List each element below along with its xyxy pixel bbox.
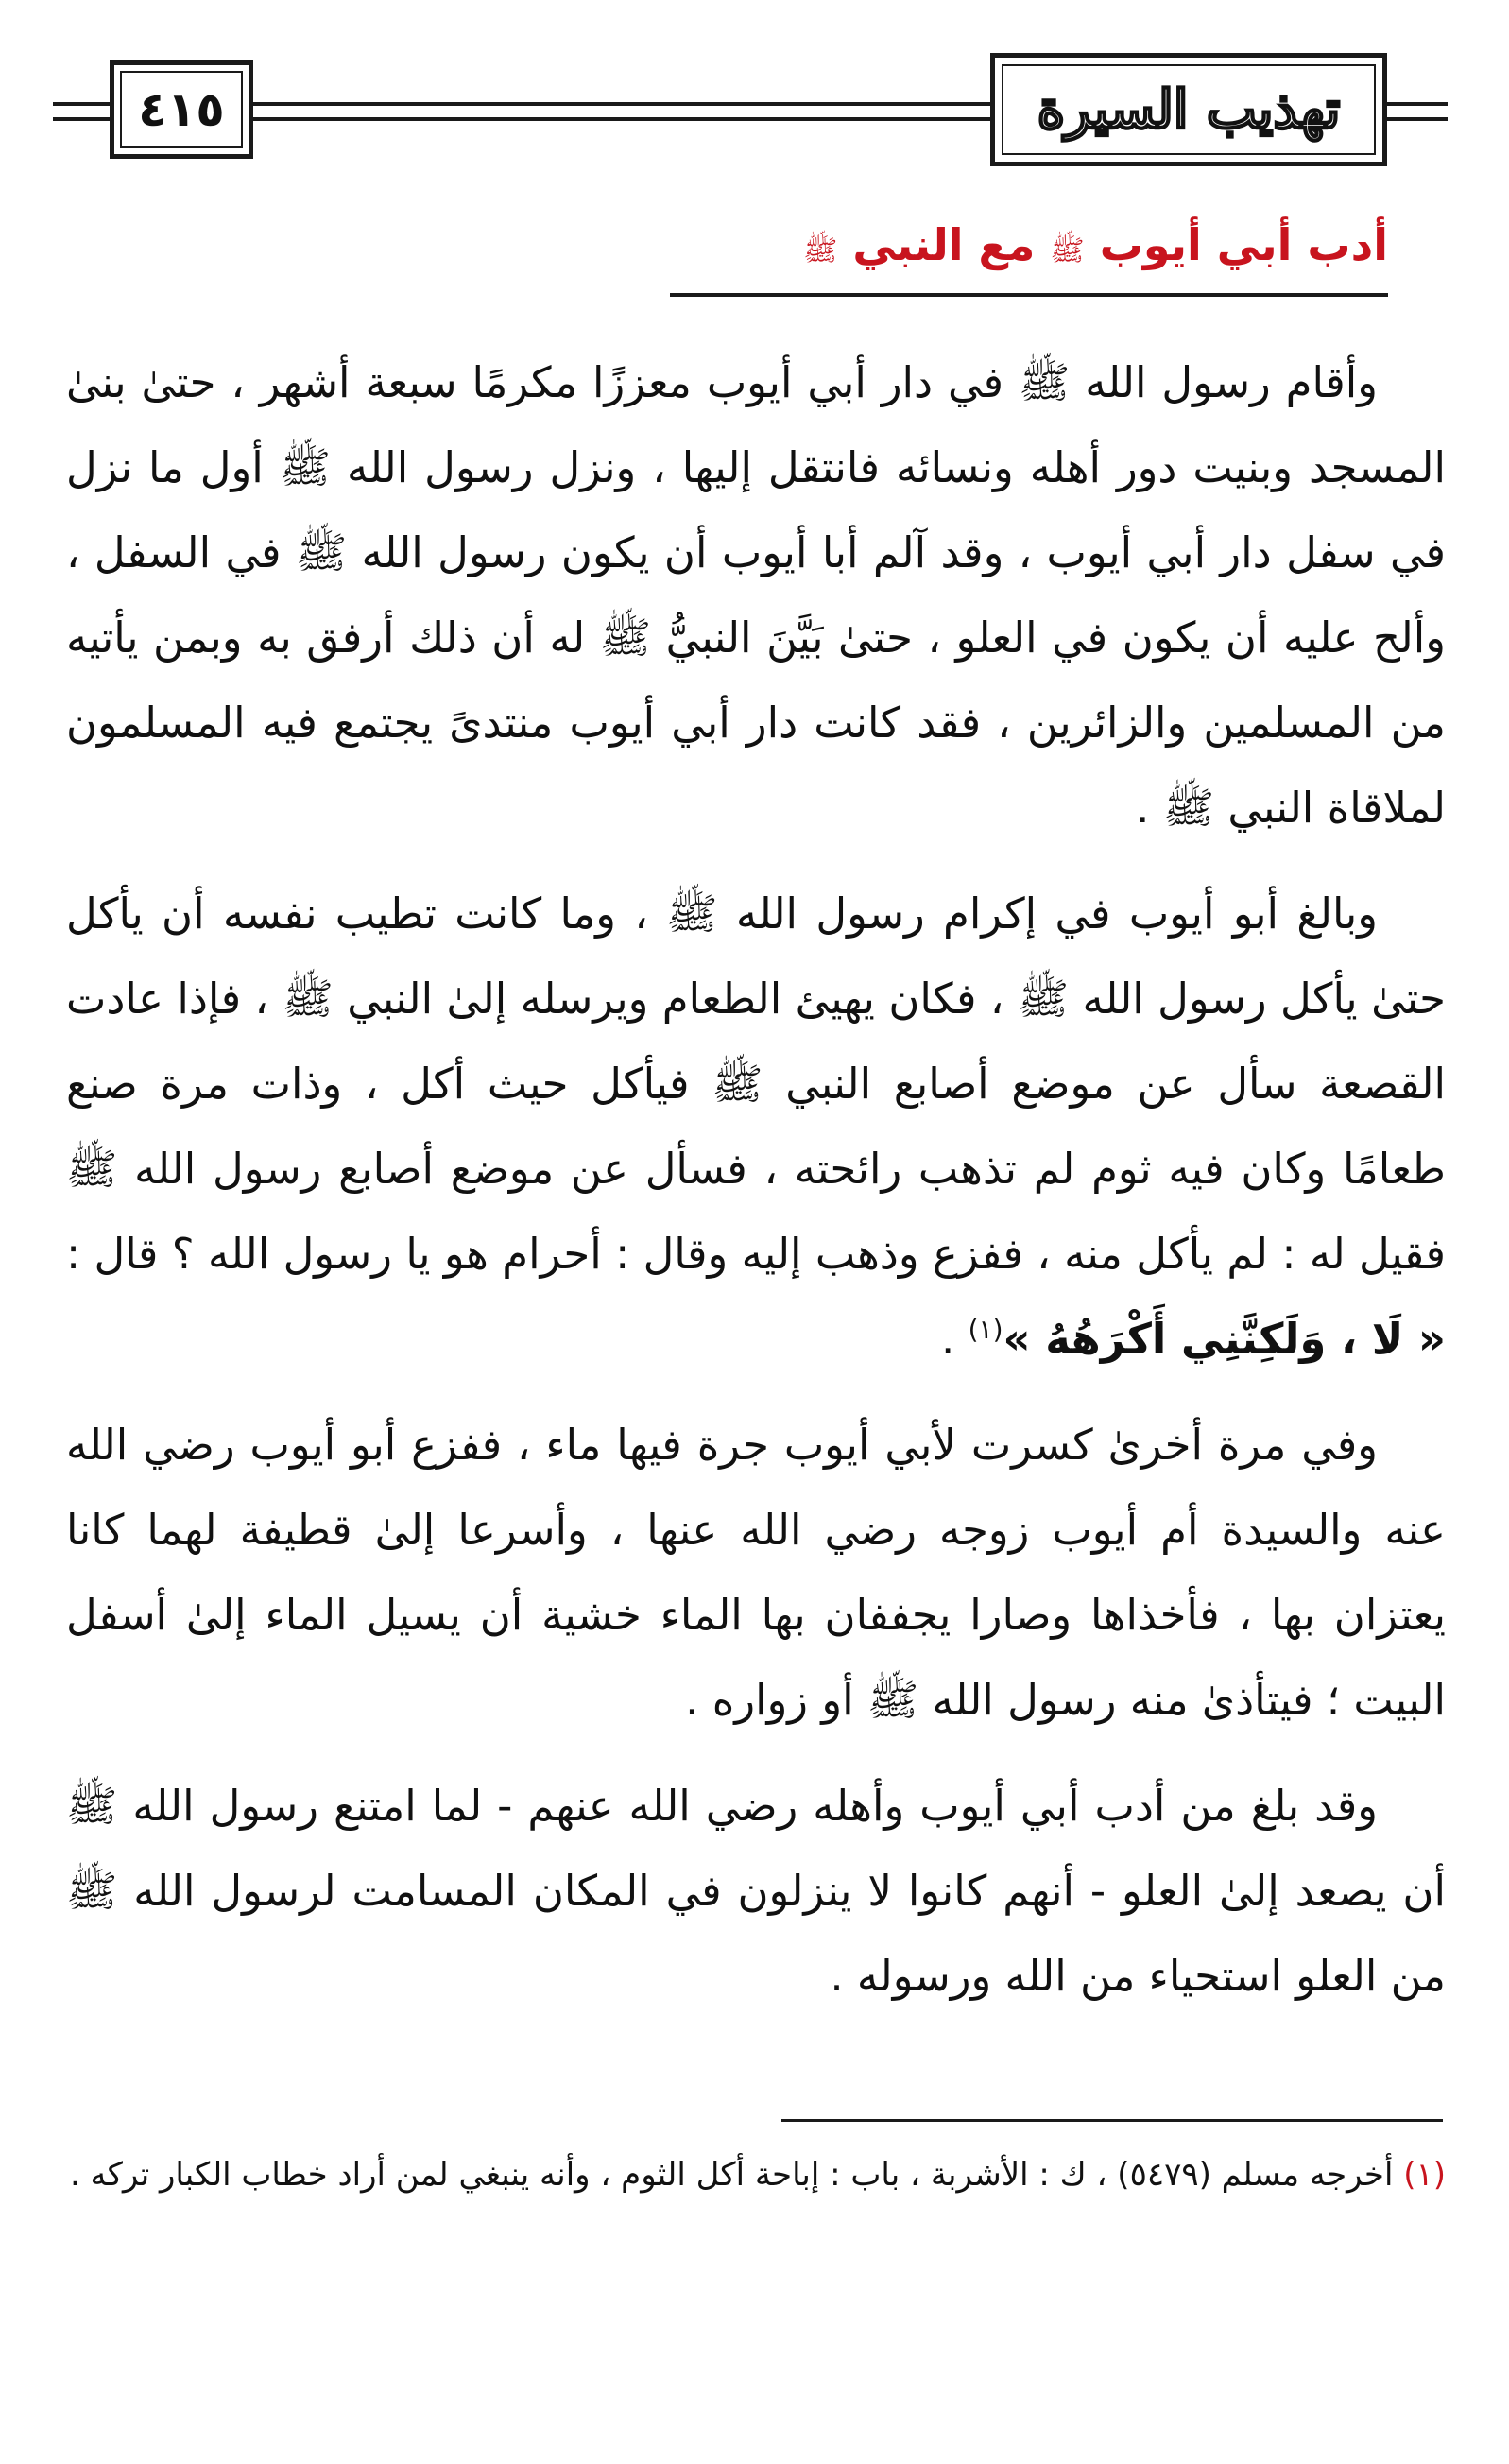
footnote-reference: (١) (968, 1314, 1003, 1345)
footnotes (66, 2144, 1446, 2206)
paragraph-4: وقد بلغ من أدب أبي أيوب وأهله رضي الله عنهم - لما امتنع رسول الله ﷺ أن يصعد إلىٰ العلو - أنهم كانوا لا ينزلون في المكان المسامت لرسول الله ﷺ من العلو استحياء من الله ورسوله . (66, 1781, 1446, 2001)
paragraph-3: وفي مرة أخرىٰ كسرت لأبي أيوب جرة فيها ماء ، ففزع أبو أيوب رضي الله عنه والسيدة أم أيوب زوجه رضي الله عنها ، وأسرعا إلىٰ قطيفة لهما كانا يعتزان بها ، فأخذاها وصارا يجففان بها الماء خشية أن يسيل الماء إلىٰ أسفل البيت ؛ فيتأذىٰ منه رسول الله ﷺ أو زواره . (66, 1420, 1446, 1725)
footnote-separator (781, 2119, 1443, 2122)
section-heading (803, 219, 1388, 287)
footnote-item (66, 2144, 1446, 2206)
running-title-frame (990, 53, 1387, 166)
paragraph-2-text: وبالغ أبو أيوب في إكرام رسول الله ﷺ ، وما كانت تطيب نفسه أن يأكل حتىٰ يأكل رسول الله ﷺ ، فكان يهيئ الطعام ويرسله إلىٰ النبي ﷺ ، فإذا عادت القصعة سأل عن موضع أصابع النبي ﷺ فيأكل حيث أكل ، وذات مرة صنع طعامًا وكان فيه ثوم لم تذهب رائحته ، فسأل عن موضع أصابع رسول الله ﷺ فقيل له : لم يأكل منه ، ففزع وذهب إليه وقال : أحرام هو يا رسول الله ؟ قال : (66, 888, 1446, 1279)
running-title: تهذيب السيرة (1037, 78, 1341, 141)
paragraph-1: وأقام رسول الله ﷺ في دار أبي أيوب معززًا مكرمًا سبعة أشهر ، حتىٰ بنىٰ المسجد وبنيت دور أهله ونسائه فانتقل إليها ، ونزل رسول الله ﷺ أول ما نزل في سفل دار أبي أيوب ، وقد آلم أبا أيوب أن يكون رسول الله ﷺ في السفل ، وألح عليه أن يكون في العلو ، حتىٰ بَيَّنَ النبيُّ ﷺ له أن ذلك أرفق به وبمن يأتيه من المسلمين والزائرين ، فقد كانت دار أبي أيوب منتدىً يجتمع فيه المسلمون لملاقاة النبي ﷺ . (66, 357, 1446, 833)
section-heading-text: أدب أبي أيوب (1099, 219, 1388, 270)
main-text (66, 340, 1446, 2040)
honorific-glyph: ﷺ (803, 234, 838, 267)
footnote-text: أخرجه مسلم (٥٤٧٩) ، ك : الأشربة ، باب : إباحة أكل الثوم ، وأنه ينبغي لمن أراد خطاب الكبار تركه . (69, 2156, 1394, 2194)
section-heading-mid: مع النبي (852, 219, 1036, 270)
honorific-glyph: ﷺ (1050, 234, 1085, 267)
paragraph-2-end: . (941, 1314, 969, 1364)
page-number: ٤١٥ (138, 82, 225, 137)
section-heading-underline (670, 293, 1388, 297)
footnote-number: (١) (1403, 2156, 1446, 2194)
paragraph-2 (66, 871, 1446, 1382)
page-header (53, 53, 1448, 166)
page-number-frame (110, 60, 253, 159)
hadith-quote: « لَا ، وَلَكِنَّنِي أَكْرَهُهُ » (1003, 1314, 1446, 1364)
